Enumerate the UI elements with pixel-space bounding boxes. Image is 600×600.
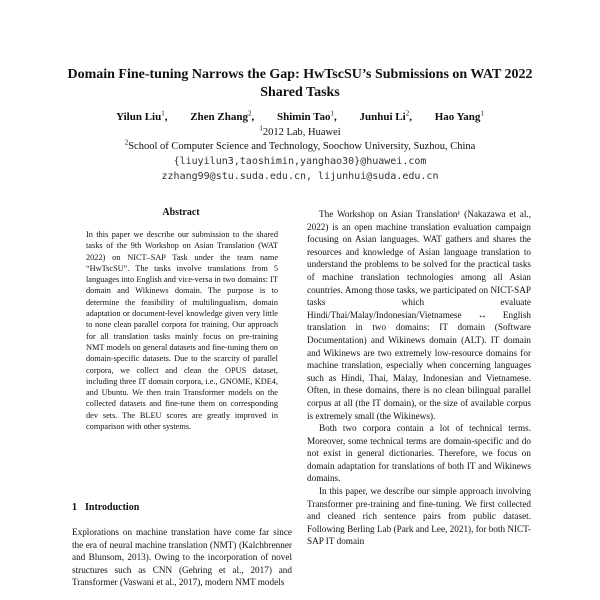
section-number: 1	[72, 502, 77, 513]
author-list	[40, 110, 560, 125]
abstract-text: In this paper we describe our submission to the shared tasks of the 9th Workshop on Asian Translation (WAT 2022) on NICT–SAP Task under the team name “HwTscSU”. The tasks involve translations from 5 languages into English and vice-versa in two domains: IT domain and Wikinews domain. The purpose is to determine the feasibility of multilingualism, domain adaptation or document-level knowledge given very little to none clean parallel corpora for training. Our approach for all translation tasks mainly focus on pre-training NMT models on general datasets and fine-tuning them on domain-specific datasets. Due to the scarcity of parallel corpora, we collect and clean the OPUS dataset, including three IT domain corpora, i.e., GNOME, KDE4, and Ubuntu. We then train Transformer models on the collected datasets and fine-tune them on corresponding dev sets. The BLEU scores are greatly improved in comparison with other systems.	[86, 230, 278, 432]
author-affiliation-mark: 1	[330, 109, 335, 118]
affiliation-text: 2012 Lab, Huawei	[262, 127, 341, 138]
author-name: Shimin Tao	[277, 111, 331, 123]
author-affiliation-mark: 1	[480, 109, 484, 118]
author-4: Junhui Li$^2$,	[359, 109, 412, 123]
right-paragraph-1: The Workshop on Asian Translation¹ (Nakazawa et al., 2022) is an open machine translation evaluation campaign focusing on Asian languages. WAT gathers and shares the resources and knowledge of Asian language translation to understand the problems to be solved for the practical tasks of machine translation technologies among all Asian countries. Among those tasks, we participated on NICT-SAP tasks which evaluate Hindi/Thai/Malay/Indonesian/Vietnamese ↔ English translation in two domains: IT domain (Software Documentation) and Wikinews domain (ALT). IT domain and Wikinews are two extremely low-resource domains for machine translation, especially when concerning languages such as Hindi, Thai, Malay, Indonesian and Vietnamese. Often, in these domains, there is no clean bilingual parallel corpus at all (the IT domain), or the size of available corpus is extremely small (the Wikinews).	[307, 209, 531, 421]
author-affiliation-mark: 2	[405, 109, 410, 118]
affiliation-mark: 1	[259, 124, 263, 133]
author-1: Yilun Liu$^1$,	[116, 109, 168, 123]
affiliation-1	[40, 126, 560, 139]
author-5	[435, 111, 484, 123]
author-name: Junhui Li	[359, 111, 406, 123]
abstract-heading: Abstract	[162, 207, 200, 218]
author-2: Zhen Zhang$^2$,	[190, 109, 255, 123]
section-title: Introduction	[85, 502, 140, 513]
paper-title: Domain Fine-tuning Narrows the Gap: HwTscSU’s Submissions on WAT 2022 Shared Tasks	[67, 67, 533, 100]
right-column	[307, 208, 531, 548]
author-name: Yilun Liu	[116, 111, 162, 123]
affiliation-text: School of Computer Science and Technology, Soochow University, Suzhou, China	[128, 141, 476, 152]
affiliation-2	[30, 140, 570, 153]
author-name: Zhen Zhang	[190, 111, 248, 123]
author-affiliation-mark: 1	[161, 109, 165, 118]
email-line-1: {liuyilun3,taoshimin,yanghao30}@huawei.com	[173, 156, 427, 167]
right-paragraph-3: In this paper, we describe our simple approach involving Transformer pre-training and fine-tuning. We first collected and cleaned rich sentence pairs from public dataset. Following Berling Lab (Park and Lee, 2021), for both NICT-SAP IT domain	[307, 486, 531, 547]
introduction-paragraph-left: Explorations on machine translation have come far since the era of neural machine translation (NMT) (Kalchbrenner and Blunsom, 2013). Owing to the incorporation of novel structures such as CNN (Gehring et al., 2017) and Transformer (Vaswani et al., 2017), modern NMT models	[72, 527, 292, 588]
right-paragraph-2: Both two corpora contain a lot of technical terms. Moreover, some technical terms are domain-specific and do not exist in general dictionaries. Therefore, we focus on domain adaptation for translations of both IT and Wikinews domains.	[307, 423, 531, 484]
section-heading-introduction	[72, 501, 139, 514]
affiliation-mark: 2	[124, 138, 129, 147]
author-affiliation-mark: 2	[248, 109, 252, 118]
email-line-2: zzhang99@stu.suda.edu.cn, lijunhui@suda.edu.cn	[161, 171, 439, 182]
author-name: Hao Yang	[434, 111, 481, 123]
author-3: Shimin Tao$^1$,	[277, 109, 337, 123]
